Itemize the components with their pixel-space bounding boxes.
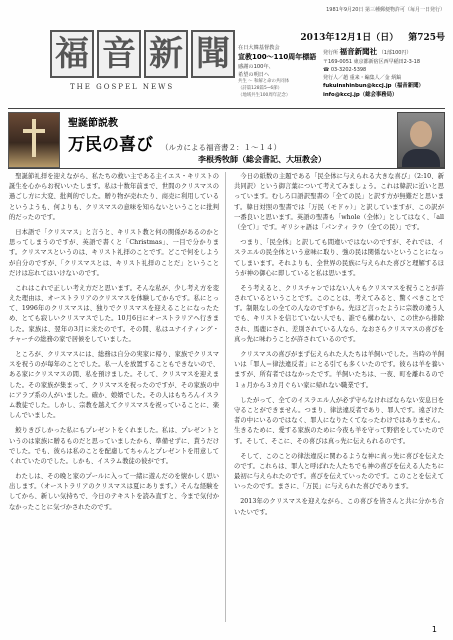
publisher-info: [323, 46, 445, 99]
church-name: 在日大韓基督教会: [238, 45, 280, 51]
campaign-line: （詩篇128篇5~6節）: [238, 85, 282, 91]
issue-number: 第725号: [408, 32, 445, 43]
paragraph: 今日の紙数の主題である「民全体に与えられる大きな喜び」（2:10、新共同訳）という御言葉について考えてみましょう。これは韓訳に近いと思っています。むしろ口語訳聖書の「全ての民」と訳す方が無難だと思います。韓日対照の聖書では「万民（モドゥ）」と訳していますが、この訳が一番良いと思います。英語の聖書も「whole（全体）」としてはなく、「all（全て）」です。ギリシャ語は「パンティ ラウ（全ての民）」です。: [234, 173, 444, 231]
issue-date: 2013年12月1日（日）: [300, 32, 399, 43]
postal-note: 1981年9月20日 第三種郵便物許可（毎月一日発行）: [326, 7, 445, 13]
paragraph: そして、このことの律法違反に関わるような神に真っ先に喜びを伝えたのです。これらは、罪人と呼ばれた人たちでも神の喜びを伝える人たちに最初に与えられたのです。喜びを伝えていったのです。このことを伝えていったのです。まさに、「万民」に与えられた喜びであります。: [234, 452, 444, 491]
column-divider: [225, 172, 226, 622]
divider: [8, 168, 445, 169]
scripture-reference: （ルカによる福音書２：１～１４）: [161, 143, 281, 152]
campaign-line: （地域共生100周年記念）: [238, 92, 291, 98]
campaign-line: 共生 〜 和解と命の共同体: [238, 79, 290, 85]
campaign-title: 宣教100～110周年標語: [238, 53, 317, 62]
logo-subtitle: THE GOSPEL NEWS: [70, 83, 175, 91]
paragraph: わたしは、その晩と家のプールに入って一緒に遊んだのを懐かしく思い出します。（オーストラリアのクリスマスは夏にあります。）そんな経験をしてから、新しい気持ちで、今日のテキストを読み直すと、今まで気付かなかったことに気づかされたのです。: [9, 473, 219, 511]
portrait-face: [410, 121, 432, 147]
paragraph: 日本語で「クリスマス」と言うと、キリスト教と何の関係があるのかと思ってしまうのですが、英語で書くと「Christmas」、一目で分かります。クリスマスというのは、キリスト礼拝のことです。どこで何をしようが自分のですが、「クリスマスとは、キリスト礼拝のことだ」ということだけは忘れてはいけないのです。: [9, 228, 219, 277]
pastor-portrait: [397, 112, 445, 168]
cross-vertical: [32, 119, 36, 157]
portrait-suit: [402, 149, 440, 168]
article-header: [8, 112, 445, 168]
logo-char: 福: [50, 30, 94, 78]
publisher-name: 福音新聞社: [339, 47, 378, 56]
article-column-left: [9, 172, 219, 518]
editor-line: 発行人／趙 重来・編集人／金 炳鎬: [323, 75, 402, 81]
campaign-line: 希望の明日へ: [238, 71, 270, 78]
paragraph: ところが、クリスマスには、総務は自分の実家に帰り、家族でクリスマスを祝うのが毎年のことでした。私一人を放置することもできないので、ある家にクリスマスの間、私を預けました。そして、クリスマスを迎えました。その家族が集まって、クリスマスを祝ったのですが、その家族の中にアラブ系の人がいました。確か、娘婿でした。その人はもちろんイスラム教徒でした。しかし、宗教を越えてクリスマスを祝っていることに、楽しんでいました。: [9, 351, 219, 420]
paragraph: したがって、全てのイスラエル人が必ず守らなければならない安息日を守ることができません。つまり、律法違反者であり、罪人です。遠ざけた者の中にいるのではなく、罪人になりたくてなったわけではありません。生きるために、愛する家族のために今夜も羊を守って野宿をしていたのです。そして、そこに、その喜びは真っ先に伝えられるのです。: [234, 396, 444, 445]
email-link[interactable]: fukuinshinbun@kccj.jp（福音新聞）: [323, 83, 424, 89]
cross-horizontal: [23, 129, 45, 133]
article-column-right: [234, 172, 444, 523]
article-title: 万民の喜び: [68, 135, 153, 155]
paragraph: 鮫りきびしかった私にもプレゼントをくれました。私は、プレゼントというのは家族に贈るものだと思っていましたから、準備せずに、貰うだけでした。でも、彼らは私のことを配慮してちゃんとプレゼントを用意してくれていたのでした。しかも、イスラム教徒の彼がです。: [9, 427, 219, 465]
page-number: 1: [431, 625, 437, 634]
article-author: 李根秀牧師（総会書記、大垣教会）: [198, 154, 326, 164]
masthead: [0, 0, 453, 108]
paragraph: これはこれで正しい考え方だと思います。そんな私が、少し考え方を変えた理由は、オーストラリアのクリスマスを体験してからです。私にとって、1996年のクリスマスは、独りでクリスマスを迎えることになったため、とても寂しいクリスマスでした。10月6日にオーストラリアへ行きました。家族は、翌年の3月に来たのです。その間、私はユナイティング・チャーチの総務の家で居候をしていました。: [9, 284, 219, 343]
logo-char: 新: [144, 30, 188, 78]
church-info: [238, 44, 320, 100]
publisher-label: 発行所: [323, 50, 339, 56]
divider: [8, 108, 445, 109]
email-link[interactable]: info@kccj.jp（総会事務局）: [323, 91, 398, 98]
telephone: ☎ 03-3202-5398: [323, 67, 367, 73]
issue-band: [238, 30, 445, 42]
title-row: [68, 130, 281, 155]
paragraph: 聖誕節礼拝を迎えながら、私たちの救い主である主イエス・キリストの誕生を心からお祝いいたします。私は十数年前まで、世間のクリスマスの過ごし方に大変、批判的でした。贈り物が売れたり、商売に利用しているというようも、何よりも、クリスマスの意味を知らないということに批判的だったのです。: [9, 173, 219, 221]
paragraph: クリスマスの喜びがまず伝えられた人たちは羊飼いでした。当時の羊飼いは「罪人＝律法違反者」にとる引ても多くいたのです。彼らは羊を養いますが、所有者ではなかったです。羊飼いたちは、一夜、町を離れるので１ヵ月から３カ月ぐらい家に帰れない職業です。: [234, 351, 444, 389]
article-kicker: 聖誕節説教: [68, 118, 118, 129]
newspaper-logo: [50, 30, 235, 78]
cross-image: [8, 112, 60, 168]
campaign-line: 感謝の100年、: [238, 63, 274, 70]
logo-char: 聞: [191, 30, 235, 78]
logo-char: 音: [97, 30, 141, 78]
unit-price: （1部100円）: [378, 50, 412, 56]
paragraph: つまり、「民全体」と訳しても間違いではないのですが、それでは、イスラエルの民全体という意味に取り、強の民は関係ないということになってしまいます。それよりも、全世界の民族に与えられた喜びと理解するほうが神の御心に即していると私は思います。: [234, 239, 444, 277]
address: 〒169-0051 東京都新宿区西早稲田2-3-18: [323, 59, 420, 65]
paragraph: 2013年のクリスマスを迎えながら、この喜びを皆さんと共に分かち合いたいです。: [234, 498, 444, 516]
paragraph: そう考えると、クリスチャンではない人々もクリスマスを祝うことが許されているということです。このことは、考えてみると、驚くべきことです。制限なしの全ての人なのですから。先ほど言ったように宗教の違う人でも、キリストを信じていない人でも、誰でも構わない、この世から排除され、馬鹿にされ、差別されている人なら、なおさらクリスマスの喜びを真っ先に味わうことが許されているのです。: [234, 284, 444, 343]
